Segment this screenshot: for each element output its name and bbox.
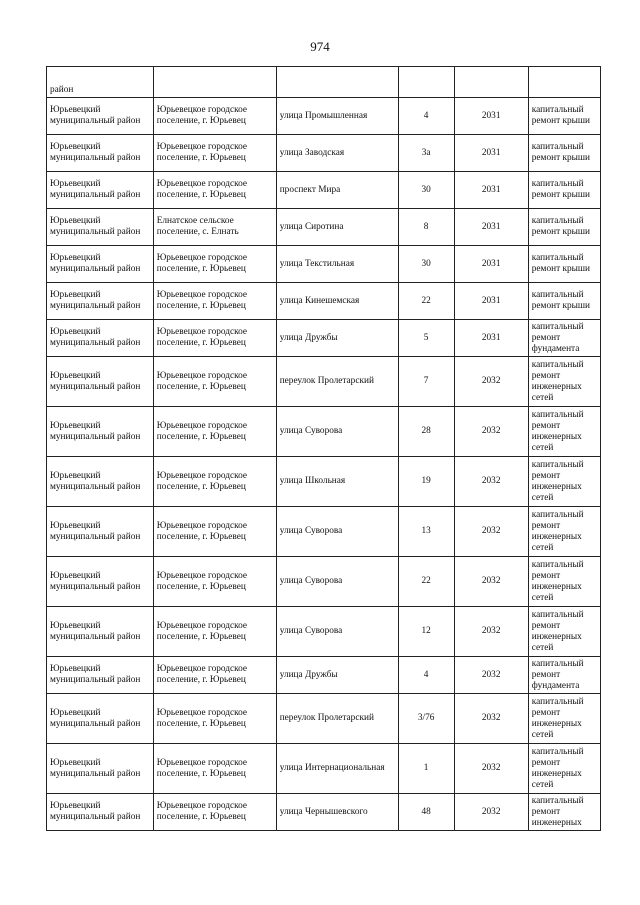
street-cell [276, 320, 398, 357]
district-cell [47, 172, 154, 209]
settlement-cell [153, 607, 276, 657]
year-cell [454, 98, 528, 135]
year-cell [454, 407, 528, 457]
settlement-text: Юрьевецкое городское поселение, г. Юрьевец [156, 290, 248, 311]
table-row [47, 246, 601, 283]
street-text: улица Кинешемская [279, 295, 360, 306]
street-text: улица Суворова [279, 426, 343, 436]
table-row [47, 657, 601, 694]
house-text: 19 [421, 476, 431, 486]
table-row [47, 135, 601, 172]
district-cell [47, 209, 154, 246]
year-cell [454, 657, 528, 694]
year-text: 2031 [481, 332, 501, 343]
district-text: Юрьевецкий муниципальный район [50, 707, 141, 729]
district-cell [47, 407, 154, 457]
year-text: 2032 [481, 806, 501, 817]
house-text: 22 [421, 295, 431, 306]
house-cell [398, 135, 454, 172]
house-cell [398, 407, 454, 457]
year-cell [454, 507, 528, 557]
street-text: улица Суворова [279, 576, 343, 586]
work-cell [528, 320, 600, 357]
settlement-text: Юрьевецкое городское поселение, г. Юрьевец [156, 707, 248, 729]
work-cell [528, 744, 600, 794]
table-row [47, 694, 601, 744]
district-text: Юрьевецкий муниципальный район [50, 290, 141, 311]
work-cell [528, 407, 600, 457]
work-cell [528, 67, 600, 98]
settlement-text: Юрьевецкое городское поселение, г. Юрьевец [156, 520, 248, 542]
street-cell [276, 209, 398, 246]
housing-repair-table [46, 66, 601, 831]
house-cell [398, 98, 454, 135]
street-text: улица Дружбы [279, 332, 338, 343]
work-cell [528, 209, 600, 246]
house-text: 30 [421, 184, 431, 195]
street-cell [276, 507, 398, 557]
district-cell [47, 357, 154, 407]
year-text: 2032 [481, 426, 501, 436]
district-cell [47, 794, 154, 831]
year-text: 2031 [481, 147, 501, 158]
settlement-text: Юрьевецкое городское поселение, г. Юрьевец [156, 620, 248, 642]
year-text: 2032 [481, 576, 501, 586]
district-cell [47, 694, 154, 744]
settlement-cell [153, 357, 276, 407]
work-text: капитальный ремонт инженерных [531, 795, 584, 828]
street-text: улица Заводская [279, 147, 345, 158]
settlement-text: Юрьевецкое городское поселение, г. Юрьевец [156, 420, 248, 442]
house-cell [398, 172, 454, 209]
table-row [47, 744, 601, 794]
district-text: Юрьевецкий муниципальный район [50, 216, 141, 237]
street-cell [276, 135, 398, 172]
district-text: Юрьевецкий муниципальный район [50, 470, 141, 492]
work-text: капитальный ремонт инженерных сетей [531, 746, 584, 790]
year-text: 2032 [481, 763, 501, 773]
street-text: улица Интернациональная [279, 763, 385, 773]
house-cell [398, 694, 454, 744]
district-text: Юрьевецкий муниципальный район [50, 420, 141, 442]
settlement-text: Юрьевецкое городское поселение, г. Юрьевец [156, 370, 248, 392]
settlement-cell [153, 98, 276, 135]
district-text: Юрьевецкий муниципальный район [50, 520, 141, 542]
settlement-cell [153, 67, 276, 98]
street-cell [276, 246, 398, 283]
settlement-text: Юрьевецкое городское поселение, г. Юрьевец [156, 179, 248, 200]
year-cell [454, 246, 528, 283]
year-text: 2032 [481, 669, 501, 680]
table-row-continued [47, 67, 601, 98]
house-cell [398, 246, 454, 283]
house-cell [398, 320, 454, 357]
street-cell [276, 744, 398, 794]
work-text: капитальный ремонт фундамента [531, 321, 584, 354]
settlement-cell [153, 744, 276, 794]
house-text: 5 [423, 332, 429, 343]
settlement-cell [153, 172, 276, 209]
settlement-cell [153, 135, 276, 172]
street-text: улица Школьная [279, 476, 346, 486]
district-cell [47, 67, 154, 98]
year-cell [454, 794, 528, 831]
table-row [47, 209, 601, 246]
work-cell [528, 657, 600, 694]
table-body [47, 67, 601, 831]
work-text: капитальный ремонт крыши [531, 179, 590, 200]
street-cell [276, 407, 398, 457]
work-cell [528, 557, 600, 607]
street-text: улица Дружбы [279, 669, 338, 680]
year-cell [454, 320, 528, 357]
house-text: 7 [423, 376, 429, 386]
street-text: переулок Пролетарский [279, 713, 374, 723]
settlement-text: Юрьевецкое городское поселение, г. Юрьевец [156, 105, 248, 126]
work-cell [528, 507, 600, 557]
house-cell [398, 657, 454, 694]
district-text: Юрьевецкий муниципальный район [50, 620, 141, 642]
street-cell [276, 172, 398, 209]
district-text: Юрьевецкий муниципальный район [50, 570, 141, 592]
settlement-text: Юрьевецкое городское поселение, г. Юрьевец [156, 327, 248, 348]
year-cell [454, 744, 528, 794]
district-text: Юрьевецкий муниципальный район [50, 370, 141, 392]
table-row [47, 607, 601, 657]
house-text: 1 [423, 763, 429, 773]
year-text: 2031 [481, 295, 501, 306]
work-text: капитальный ремонт крыши [531, 216, 590, 237]
district-text: Юрьевецкий муниципальный район [50, 105, 141, 126]
street-cell [276, 357, 398, 407]
table-row [47, 457, 601, 507]
street-text: проспект Мира [279, 184, 341, 195]
work-text: капитальный ремонт инженерных сетей [531, 409, 584, 453]
house-cell [398, 283, 454, 320]
house-text: 13 [421, 526, 431, 536]
street-cell [276, 657, 398, 694]
street-cell [276, 607, 398, 657]
street-cell [276, 67, 398, 98]
settlement-cell [153, 407, 276, 457]
work-cell [528, 357, 600, 407]
settlement-cell [153, 507, 276, 557]
year-text: 2031 [481, 258, 501, 269]
settlement-text: Юрьевецкое городское поселение, г. Юрьевец [156, 664, 248, 685]
work-text: капитальный ремонт инженерных сетей [531, 509, 584, 553]
year-text: 2031 [481, 110, 501, 121]
house-text: 22 [421, 576, 431, 586]
work-cell [528, 794, 600, 831]
year-text: 2031 [481, 221, 501, 232]
settlement-cell [153, 794, 276, 831]
settlement-text: Юрьевецкое городское поселение, г. Юрьевец [156, 757, 248, 779]
work-text: капитальный ремонт крыши [531, 253, 590, 274]
settlement-cell [153, 557, 276, 607]
table-row [47, 98, 601, 135]
work-cell [528, 283, 600, 320]
house-text: 30 [421, 258, 431, 269]
settlement-text: Юрьевецкое городское поселение, г. Юрьевец [156, 253, 248, 274]
work-cell [528, 172, 600, 209]
settlement-cell [153, 209, 276, 246]
street-cell [276, 457, 398, 507]
year-text: 2032 [481, 526, 501, 536]
year-cell [454, 209, 528, 246]
house-text: 48 [421, 806, 431, 817]
table-row [47, 794, 601, 831]
year-cell [454, 357, 528, 407]
district-text: Юрьевецкий муниципальный район [50, 179, 141, 200]
work-text: капитальный ремонт крыши [531, 105, 590, 126]
settlement-cell [153, 320, 276, 357]
work-text: капитальный ремонт крыши [531, 142, 590, 163]
house-cell [398, 67, 454, 98]
district-cell [47, 744, 154, 794]
table-row [47, 557, 601, 607]
house-text: 3/76 [417, 713, 435, 723]
year-cell [454, 172, 528, 209]
year-text: 2032 [481, 626, 501, 636]
year-text: 2032 [481, 476, 501, 486]
page-number: 974 [310, 39, 330, 54]
work-text: капитальный ремонт инженерных сетей [531, 696, 584, 740]
year-text: 2032 [481, 376, 501, 386]
district-cell [47, 283, 154, 320]
year-cell [454, 135, 528, 172]
house-cell [398, 557, 454, 607]
street-text: улица Промышленная [279, 110, 368, 121]
work-cell [528, 98, 600, 135]
house-text: 3а [421, 147, 431, 158]
settlement-cell [153, 457, 276, 507]
street-text: улица Чернышевского [279, 806, 368, 817]
district-cell [47, 320, 154, 357]
table-row [47, 320, 601, 357]
house-text: 12 [421, 626, 431, 636]
street-text: улица Текстильная [279, 258, 355, 269]
settlement-cell [153, 246, 276, 283]
year-cell [454, 283, 528, 320]
district-text: Юрьевецкий муниципальный район [50, 253, 141, 274]
work-text: капитальный ремонт фундамента [531, 658, 584, 691]
year-cell [454, 67, 528, 98]
street-cell [276, 794, 398, 831]
table-row [47, 283, 601, 320]
year-cell [454, 457, 528, 507]
house-cell [398, 794, 454, 831]
street-text: улица Суворова [279, 526, 343, 536]
street-cell [276, 283, 398, 320]
house-cell [398, 457, 454, 507]
year-text: 2032 [481, 713, 501, 723]
house-cell [398, 209, 454, 246]
settlement-cell [153, 283, 276, 320]
district-text: Юрьевецкий муниципальный район [50, 142, 141, 163]
house-text: 4 [423, 110, 429, 121]
table-row [47, 357, 601, 407]
district-cell [47, 657, 154, 694]
street-cell [276, 98, 398, 135]
table-row [47, 407, 601, 457]
district-cell [47, 507, 154, 557]
district-text: Юрьевецкий муниципальный район [50, 801, 141, 822]
year-cell [454, 607, 528, 657]
house-text: 28 [421, 426, 431, 436]
work-text: капитальный ремонт инженерных сетей [531, 359, 584, 403]
district-cell [47, 557, 154, 607]
street-cell [276, 694, 398, 744]
street-cell [276, 557, 398, 607]
settlement-text: Юрьевецкое городское поселение, г. Юрьевец [156, 142, 248, 163]
district-text: Юрьевецкий муниципальный район [50, 757, 141, 779]
settlement-text: Юрьевецкое городское поселение, г. Юрьевец [156, 470, 248, 492]
settlement-cell [153, 657, 276, 694]
year-cell [454, 694, 528, 744]
district-cell [47, 98, 154, 135]
district-text: район [50, 85, 74, 95]
street-text: улица Сиротина [279, 221, 344, 232]
house-cell [398, 607, 454, 657]
work-text: капитальный ремонт инженерных сетей [531, 609, 584, 653]
settlement-text: Юрьевецкое городское поселение, г. Юрьевец [156, 801, 248, 822]
work-cell [528, 457, 600, 507]
year-text: 2031 [481, 184, 501, 195]
work-cell [528, 246, 600, 283]
street-text: улица Суворова [279, 626, 343, 636]
work-cell [528, 607, 600, 657]
work-text: капитальный ремонт крыши [531, 290, 590, 311]
work-cell [528, 135, 600, 172]
year-cell [454, 557, 528, 607]
house-cell [398, 357, 454, 407]
house-text: 8 [423, 221, 429, 232]
district-cell [47, 607, 154, 657]
house-cell [398, 507, 454, 557]
house-text: 4 [423, 669, 429, 680]
district-cell [47, 135, 154, 172]
district-text: Юрьевецкий муниципальный район [50, 664, 141, 685]
table-row [47, 507, 601, 557]
work-text: капитальный ремонт инженерных сетей [531, 559, 584, 603]
house-cell [398, 744, 454, 794]
table-row [47, 172, 601, 209]
district-text: Юрьевецкий муниципальный район [50, 327, 141, 348]
work-text: капитальный ремонт инженерных сетей [531, 459, 584, 503]
settlement-text: Елнатское сельское поселение, с. Елнать [156, 216, 239, 237]
district-cell [47, 246, 154, 283]
settlement-text: Юрьевецкое городское поселение, г. Юрьевец [156, 570, 248, 592]
district-cell [47, 457, 154, 507]
work-cell [528, 694, 600, 744]
settlement-cell [153, 694, 276, 744]
street-text: переулок Пролетарский [279, 376, 374, 386]
